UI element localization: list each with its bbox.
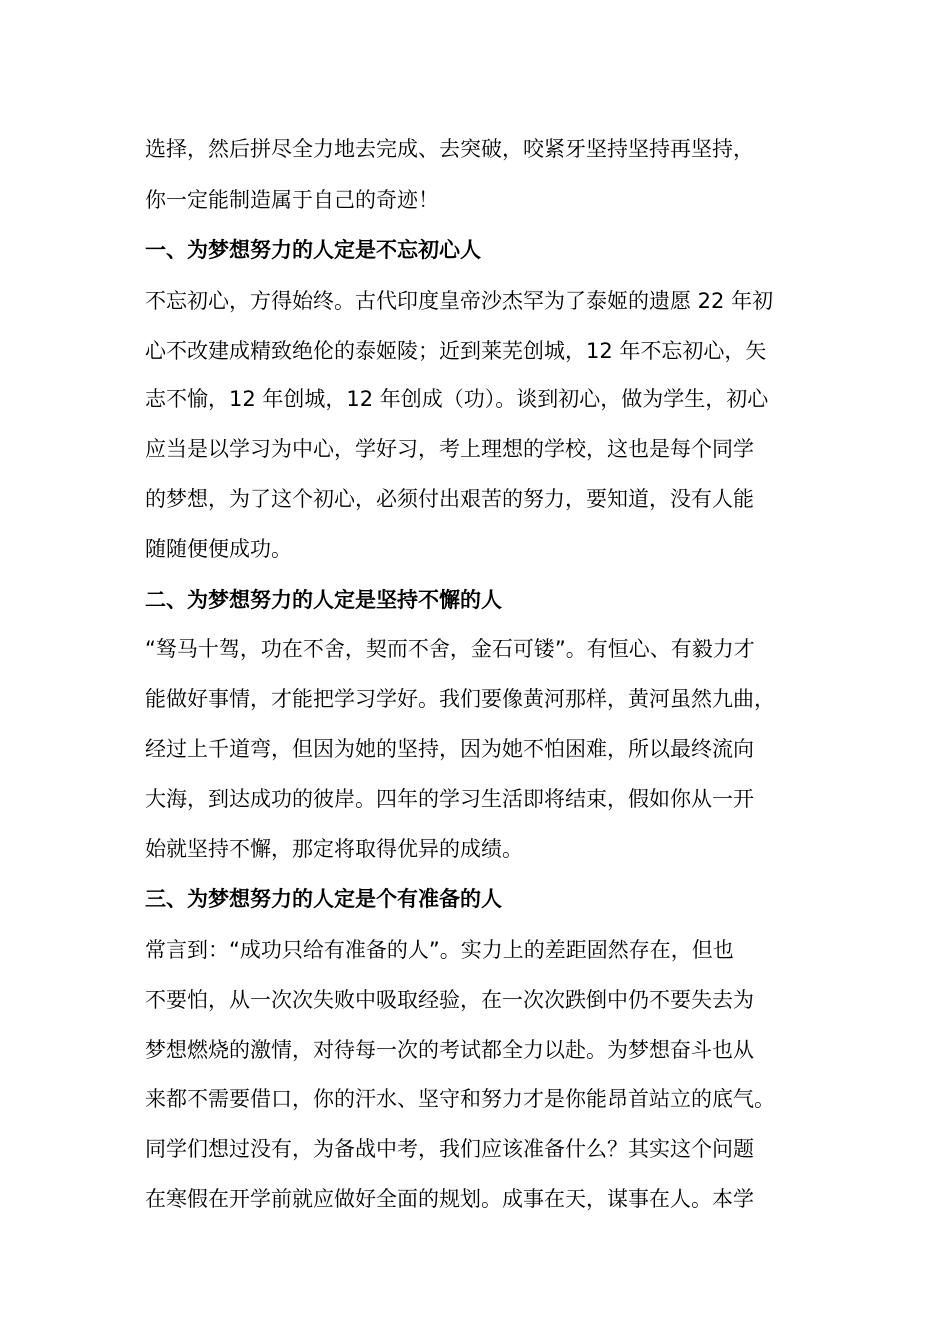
body-line: 不要怕，从一次次失败中吸取经验，在一次次跌倒中仍不要失去为: [145, 988, 754, 1012]
body-line: “驽马十驾，功在不舍，契而不舍，金石可镂”。有恒心、有毅力才: [145, 637, 755, 661]
body-line: 经过上千道弯，但因为她的坚持，因为她不怕困难，所以最终流向: [145, 737, 754, 761]
section-heading: 三、为梦想努力的人定是个有准备的人: [145, 887, 502, 911]
body-line: 在寒假在开学前就应做好全面的规划。成事在天，谋事在人。本学: [145, 1187, 754, 1211]
body-line: 应当是以学习为中心，学好习，考上理想的学校，这也是每个同学: [145, 437, 754, 461]
body-line: 心不改建成精致绝伦的泰姬陵；近到莱芜创城，12 年不忘初心，矢: [145, 339, 767, 363]
body-line: 大海，到达成功的彼岸。四年的学习生活即将结束，假如你从一开: [145, 787, 754, 811]
body-line: 始就坚持不懈，那定将取得优异的成绩。: [145, 837, 523, 861]
body-line: 能做好事情，才能把学习学好。我们要像黄河那样，黄河虽然九曲，: [145, 687, 775, 711]
body-line: 志不愉，12 年创城，12 年创成（功）。谈到初心，做为学生，初心: [145, 387, 769, 411]
body-line: 常言到：“成功只给有准备的人”。实力上的差距固然存在，但也: [145, 938, 734, 962]
body-line: 你一定能制造属于自己的奇迹！: [145, 188, 439, 212]
body-line: 随随便便成功。: [145, 537, 292, 561]
section-heading: 二、为梦想努力的人定是坚持不懈的人: [145, 588, 502, 612]
body-line: 来都不需要借口，你的汗水、坚守和努力才是你能昂首站立的底气。: [145, 1087, 775, 1111]
body-line: 同学们想过没有，为备战中考，我们应该准备什么？其实这个问题: [145, 1137, 754, 1161]
body-line: 选择，然后拼尽全力地去完成、去突破，咬紧牙坚持坚持再坚持，: [145, 137, 754, 161]
body-line: 的梦想，为了这个初心，必须付出艰苦的努力，要知道，没有人能: [145, 487, 754, 511]
section-heading: 一、为梦想努力的人定是不忘初心人: [145, 238, 481, 262]
body-line: 梦想燃烧的激情，对待每一次的考试都全力以赴。为梦想奋斗也从: [145, 1038, 754, 1062]
body-line: 不忘初心，方得始终。古代印度皇帝沙杰罕为了泰姬的遗愿 22 年初: [145, 289, 774, 313]
